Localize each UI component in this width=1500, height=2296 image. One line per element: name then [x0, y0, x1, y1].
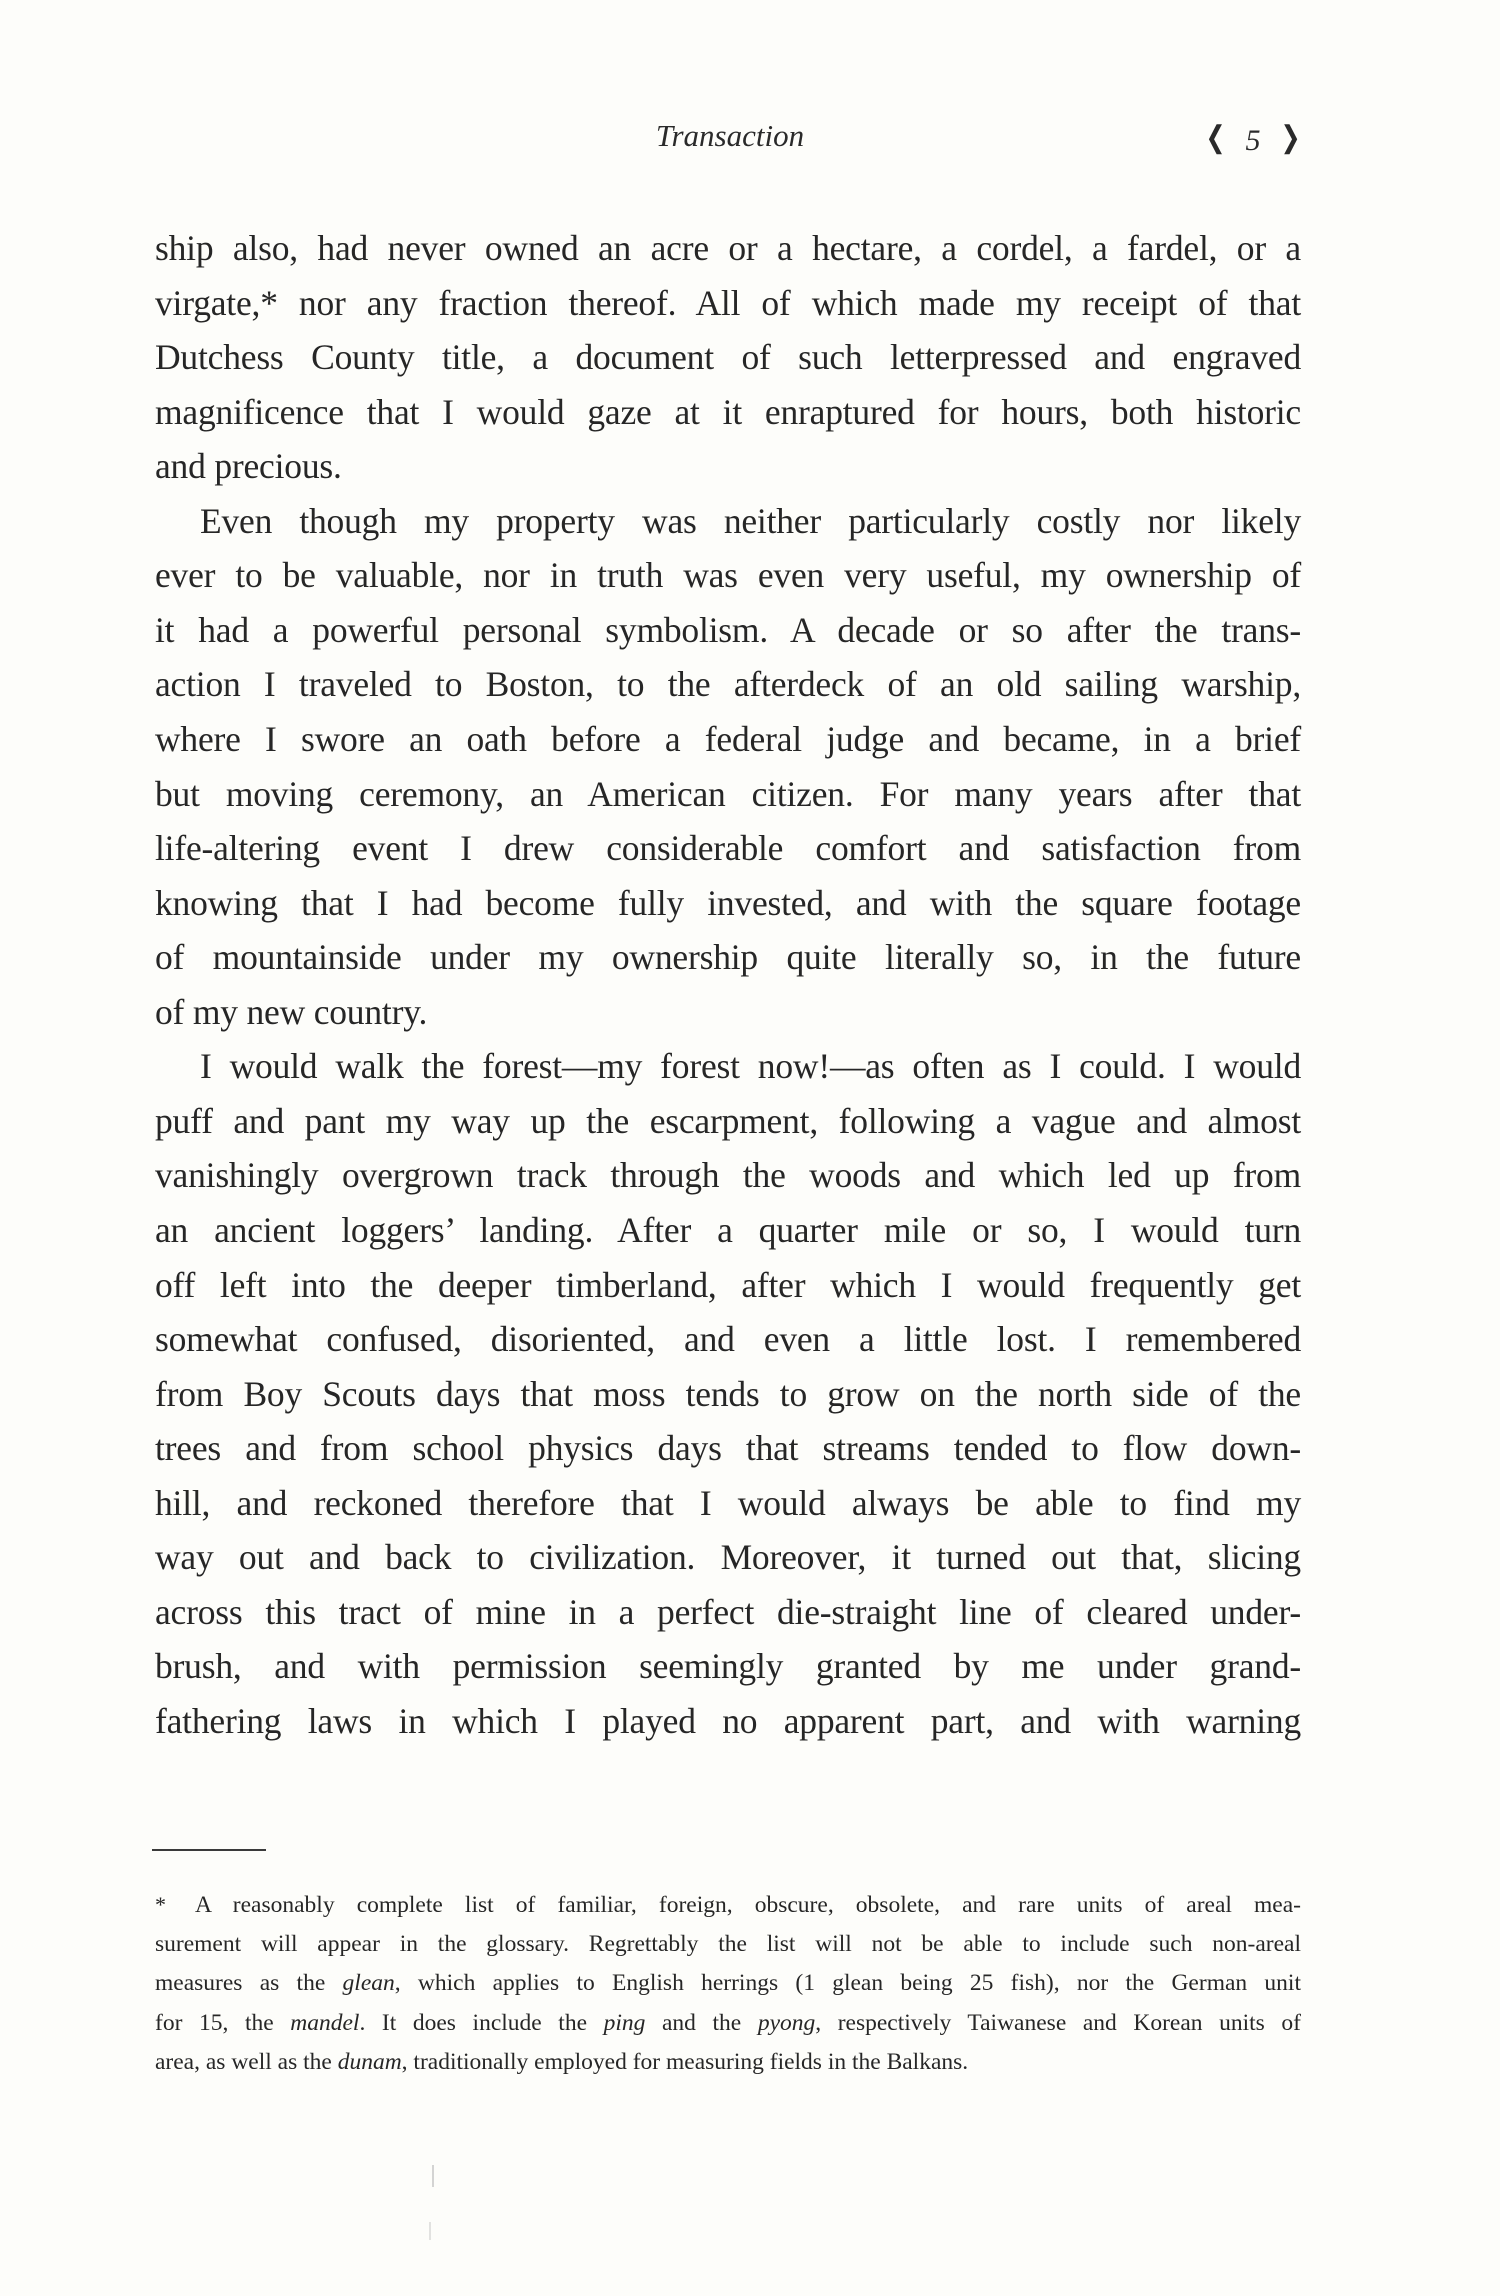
body-line: where I swore an oath before a federal judge and became, in a brief — [155, 719, 1301, 759]
body-line: puff and pant my way up the escarpment, following a vague and almost — [155, 1100, 1301, 1141]
body-line: I would walk the forest—my forest now!—as often as I could. I would — [200, 1046, 1301, 1087]
body-line: of mountainside under my ownership quite literally so, in the future — [155, 937, 1301, 978]
footnote-text: , which applies to English herrings (1 glean being 25 fish), nor the German unit — [394, 1970, 1301, 1997]
body-line: magnificence that I would gaze at it enraptured for hours, both historic — [155, 391, 1301, 432]
footnote-marker: * — [155, 1892, 166, 1917]
body-line: somewhat confused, disoriented, and even a little lost. I remembered — [155, 1319, 1301, 1359]
body-line: brush, and with permission seemingly granted by me under grand- — [155, 1646, 1301, 1687]
body-line: from Boy Scouts days that moss tends to grow on the north side of the — [155, 1373, 1301, 1414]
body-line: way out and back to civilization. Moreover, it turned out that, slicing — [155, 1537, 1301, 1578]
footnote-text: and the — [645, 2009, 758, 2036]
footnote-text: area, as well as the — [155, 2048, 338, 2075]
body-line: fathering laws in which I played no apparent part, and with warning — [155, 1700, 1301, 1741]
body-line: life-altering event I drew considerable comfort and satisfaction from — [155, 828, 1301, 868]
page-number: 5 — [1245, 124, 1261, 157]
running-head-title: Transaction — [655, 118, 805, 153]
body-line: vanishingly overgrown track through the woods and which led up from — [155, 1155, 1301, 1196]
body-line: knowing that I had become fully invested, and with the square footage — [155, 882, 1301, 923]
body-line: Dutchess County title, a document of such letterpressed and engraved — [155, 337, 1301, 378]
body-line: off left into the deeper timberland, after which I would frequently get — [155, 1264, 1301, 1305]
footnote-line — [155, 2046, 1301, 2078]
footnote-text: A reasonably complete list of familiar, foreign, obscure, obsolete, and rare units of areal mea- — [195, 1892, 1301, 1918]
footnote-line — [155, 2007, 1301, 2039]
body-line: action I traveled to Boston, to the afterdeck of an old sailing warship, — [155, 664, 1301, 705]
footnote-text: , respectively Taiwanese and Korean units of — [815, 2009, 1301, 2036]
footnote-text: for 15, the — [155, 2009, 291, 2036]
footnote-italic-term: mandel — [290, 2009, 360, 2036]
footnote-line — [155, 1928, 1301, 1960]
body-line: ship also, had never owned an acre or a hectare, a cordel, a fardel, or a — [155, 228, 1301, 268]
body-line: and precious. — [155, 446, 342, 487]
body-line: of my new country. — [155, 991, 428, 1032]
body-line: it had a powerful personal symbolism. A decade or so after the trans- — [155, 609, 1301, 650]
right-ornament-icon: ❯ — [1280, 121, 1301, 154]
body-line: across this tract of mine in a perfect die-straight line of cleared under- — [155, 1591, 1301, 1632]
body-line: ever to be valuable, nor in truth was even very useful, my ownership of — [155, 555, 1301, 596]
footnote-italic-term: glean — [342, 1970, 395, 1997]
body-line: an ancient loggers’ landing. After a quarter mile or so, I would turn — [155, 1209, 1301, 1250]
footnote-text: measures as the — [155, 1970, 343, 1997]
footnote-text: . It does include the — [359, 2009, 604, 2036]
footnote-italic-term: dunam — [337, 2048, 402, 2075]
footnote-text: , traditionally employed for measuring fields in the Balkans. — [401, 2048, 969, 2075]
footnote-text: surement will appear in the glossary. Regrettably the list will not be able to include such non-areal — [155, 1931, 1301, 1958]
page-number-folio — [1203, 116, 1303, 160]
footnote-line — [155, 1889, 1301, 1921]
body-line: Even though my property was neither particularly costly nor likely — [200, 500, 1301, 541]
body-line: trees and from school physics days that streams tended to flow down- — [155, 1428, 1301, 1469]
body-line: but moving ceremony, an American citizen. For many years after that — [155, 773, 1301, 814]
footnote-italic-term: pyong — [757, 2009, 816, 2036]
footnote-italic-term: ping — [603, 2009, 646, 2036]
scan-artifact — [432, 2165, 434, 2187]
footnote-separator-rule — [152, 1849, 266, 1851]
scan-artifact — [429, 2222, 431, 2240]
left-ornament-icon: ❮ — [1205, 121, 1226, 154]
footnote-line — [155, 1967, 1301, 1999]
body-line: hill, and reckoned therefore that I would always be able to find my — [155, 1482, 1301, 1523]
body-line: virgate,* nor any fraction thereof. All of which made my receipt of that — [155, 282, 1301, 323]
